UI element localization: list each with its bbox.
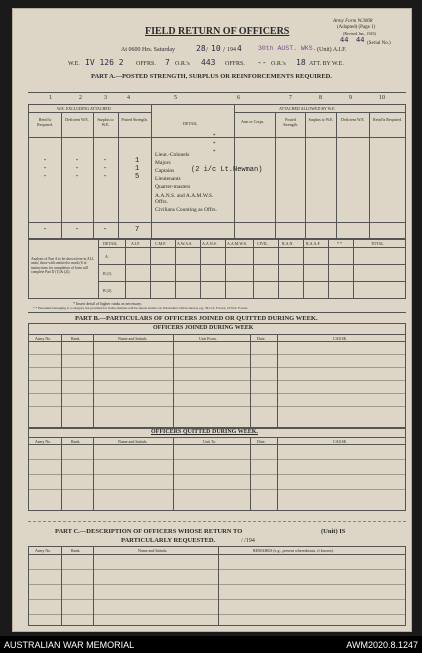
grid-rule [369, 112, 370, 239]
quitted-title: OFFICERS QUITTED DURING WEEK. [151, 429, 258, 435]
grid-rule [98, 264, 406, 265]
serial-number-2: 44 [356, 36, 365, 44]
grid-rule [28, 334, 406, 335]
grid-rule [28, 489, 406, 490]
total-c3: - [103, 226, 108, 234]
grid-rule [28, 474, 406, 475]
row3-c2: - [75, 173, 80, 181]
row2-c3: - [103, 165, 108, 173]
grid-rule [61, 112, 62, 239]
left-col-head-3: Surplus to W.E. [97, 117, 114, 127]
row3-c3: - [103, 173, 108, 181]
grid-rule [28, 584, 406, 585]
row1-c2: - [75, 157, 80, 165]
unit-stamp: 30th AUST. WKS. [258, 45, 317, 52]
col-num-10: 10 [379, 95, 385, 101]
ors-value: 443 [201, 58, 216, 67]
right-col-head-2: Posted Strength. [283, 117, 298, 127]
detail-heading: DETAIL. [183, 121, 199, 126]
col-num-6: 6 [237, 95, 240, 101]
grid-rule [275, 112, 276, 239]
analysis-col-aamws: A.A.M.W.S. [227, 241, 247, 246]
date-slash-2: / [223, 46, 225, 54]
grid-rule [28, 367, 406, 368]
row2-c2: - [75, 165, 80, 173]
analysis-col-civil: CIVIL. [257, 241, 269, 246]
rank-lieutenants: Lieutenants [155, 176, 181, 182]
grid-rule [250, 334, 251, 429]
analysis-row-a: A. [105, 254, 109, 259]
rank-civilians: Civilians Counting as Offrs. [155, 207, 217, 213]
offrs-label: OFFRS. [136, 61, 156, 67]
grid-rule [28, 554, 406, 555]
rank-majors: Majors [155, 160, 171, 166]
army-form-label: Army Form W.3008 [333, 19, 373, 24]
quitted-col-name: Name and Initials. [118, 439, 148, 444]
quitted-col-rank: Rank. [71, 439, 81, 444]
analysis-col-ran: R.A.N. [282, 241, 294, 246]
grid-rule [305, 112, 306, 239]
ors-label: O.R.'s [175, 61, 190, 67]
quitted-table [28, 427, 406, 511]
grid-rule [28, 437, 406, 438]
grid-rule [28, 393, 406, 394]
analysis-col-aif: A.I.F. [131, 241, 141, 246]
grid-rule [98, 281, 406, 282]
grid-rule [28, 137, 406, 138]
analysis-col-total: TOTAL [371, 241, 384, 246]
date-year-suffix: 4 [237, 44, 242, 53]
left-col-head-2: Deficient W.E. [65, 117, 89, 122]
col-num-9: 9 [349, 95, 352, 101]
form-page [12, 8, 412, 632]
col-num-1: 1 [49, 95, 52, 101]
part-c-dashed-rule [28, 521, 406, 522]
grid-rule [278, 239, 279, 299]
group-right-heading: ATTACHED ALLOWED BY W.E. [279, 106, 336, 111]
col-num-7: 7 [289, 95, 292, 101]
adapted-label: (Adapted) (Page 1) [337, 25, 376, 30]
total-c4: 7 [135, 226, 140, 234]
joined-col-cause: CAUSE. [333, 336, 348, 341]
grid-rule [28, 599, 406, 600]
right-col-head-1: Arm or Corps. [241, 119, 265, 124]
grid-rule [200, 239, 201, 299]
analysis-note: Analysis of Part A to be shown here in ALL units; those with omitted to mark (S of instructions for completion of form will complete Part D (1) & (2)). [31, 257, 94, 275]
serial-label: (Serial No.) [367, 41, 391, 46]
joined-col-army-no: Army No. [35, 336, 52, 341]
part-b-rule [28, 312, 406, 313]
grid-rule [28, 222, 406, 223]
grid-rule [93, 112, 94, 239]
analysis-col-detail: DETAIL. [103, 241, 119, 246]
analysis-col-cmf: C.M.F. [155, 241, 167, 246]
ors2-value: 18 [296, 58, 306, 67]
grid-rule [28, 354, 406, 355]
total-c1: - [43, 226, 48, 234]
rank-captains: Captains [155, 168, 175, 174]
grid-rule [28, 459, 406, 460]
quitted-col-army-no: Army No. [35, 439, 52, 444]
analysis-col-aans: A.A.N.S. [202, 241, 217, 246]
part-c-date: / /194 [241, 538, 255, 544]
joined-col-unit: Unit From. [199, 336, 217, 341]
right-col-head-4: Deficient W.E. [341, 117, 365, 122]
unit-label: (Unit) A.I.F. [317, 47, 347, 53]
part-c-title: PART C.—DESCRIPTION OF OFFICERS WHOSE RETURN TO [55, 528, 243, 535]
grid-rule [118, 112, 119, 239]
revised-label: (Revised Jan., 1943) [343, 31, 376, 36]
part-c-col-remarks: REMARKS (e.g., present whereabouts, if known). [253, 548, 334, 553]
footer-institution: AUSTRALIAN WAR MEMORIAL [4, 640, 135, 650]
grid-rule [28, 112, 151, 113]
grid-rule [328, 239, 329, 299]
we-value: IV 126 2 [85, 58, 124, 67]
grid-rule [28, 380, 406, 381]
col-num-8: 8 [319, 95, 322, 101]
asterisk-marks: * * * [213, 134, 216, 155]
captains-note: (2 i/c Lt.Newman) [191, 166, 263, 174]
joined-title: OFFICERS JOINED DURING WEEK [153, 325, 254, 331]
grid-rule [28, 569, 406, 570]
part-a-top-rule [28, 92, 406, 93]
offrs2-value: -- [257, 58, 267, 67]
grid-rule [336, 112, 337, 239]
row2-c1: - [43, 165, 48, 173]
row2-c4: 1 [135, 165, 140, 173]
date-month: 10 [211, 44, 221, 53]
analysis-row-b1: B (1) [103, 271, 112, 276]
at-hours-label: At 0600 Hrs. Saturday [121, 47, 175, 53]
grid-rule [28, 341, 406, 342]
grid-rule [28, 614, 406, 615]
row1-c4: 1 [135, 157, 140, 165]
grid-rule [125, 239, 126, 299]
grid-rule [353, 239, 354, 299]
analysis-col-other: * * [337, 241, 342, 246]
analysis-col-awas: A.W.A.S. [177, 241, 193, 246]
grid-rule [61, 334, 62, 429]
part-b-title: PART B.—PARTICULARS OF OFFICERS JOINED OR QUITTED DURING WEEK. [75, 315, 318, 322]
part-c-col-army-no: Army No. [35, 548, 52, 553]
analysis-col-raaf: R.A.A.F. [306, 241, 321, 246]
row1-c3: - [103, 157, 108, 165]
we-label: W.E. [68, 61, 80, 67]
left-col-head-1: Reinf'ts Required. [37, 117, 53, 127]
rank-aans: A.A.N.S. and A.A.M.W.S. Offrs. [155, 193, 214, 205]
row3-c1: - [43, 173, 48, 181]
joined-col-rank: Rank. [71, 336, 81, 341]
footnote-1: * Insert detail of higher ranks as necessary. [73, 301, 142, 306]
offrs-value: 7 [165, 58, 170, 67]
form-title: FIELD RETURN OF OFFICERS [145, 26, 290, 37]
right-col-head-5: Reinf'ts Required. [373, 117, 402, 122]
grid-rule [253, 239, 254, 299]
grid-rule [234, 112, 406, 113]
joined-table [28, 323, 406, 429]
col-num-2: 2 [79, 95, 82, 101]
grid-rule [28, 406, 406, 407]
group-left-heading: W.E. EXCLUDING ATTACHED [57, 106, 111, 111]
date-year-prefix: 194 [227, 47, 236, 53]
part-a-title: PART A.—POSTED STRENGTH, SURPLUS OR REINFORCEMENTS REQUIRED. [91, 73, 332, 80]
row3-c4: 5 [135, 173, 140, 181]
grid-rule [98, 239, 99, 299]
archive-footer [0, 636, 422, 653]
col-num-5: 5 [174, 95, 177, 101]
col-num-4: 4 [127, 95, 130, 101]
rank-quartermasters: Quarter-masters [155, 184, 191, 190]
part-c-col-rank: Rank. [71, 548, 81, 553]
footer-accession: AWM2020.8.1247 [346, 640, 418, 650]
grid-rule [303, 239, 304, 299]
date-slash-1: / [206, 46, 208, 54]
grid-rule [151, 104, 152, 239]
att-label: ATT. BY W.E. [309, 61, 344, 67]
total-c2: - [75, 226, 80, 234]
grid-rule [277, 334, 278, 429]
analysis-row-b2: B (2) [103, 288, 112, 293]
joined-col-name: Name and Initials. [118, 336, 148, 341]
ors2-label: O.R.'s [271, 61, 286, 67]
grid-rule [225, 239, 226, 299]
grid-rule [98, 247, 406, 248]
grid-rule [173, 334, 174, 429]
part-c-title-2: PARTICULARLY REQUESTED. [121, 537, 216, 544]
quitted-col-date: Date. [257, 439, 266, 444]
quitted-col-cause: CAUSE. [333, 439, 348, 444]
rank-lieut-colonels: Lieut.-Colonels [155, 152, 190, 158]
serial-number: 44 [340, 36, 349, 44]
part-c-col-name: Name and Initials. [138, 548, 168, 553]
grid-rule [175, 239, 176, 299]
row1-c1: - [43, 157, 48, 165]
right-col-head-3: Surplus to W.E. [308, 117, 334, 122]
grid-rule [150, 239, 151, 299]
footnote-2: * * Personnel belonging to a category not provided for in the analysis will be shown in this col. Particulars will be shown, e.g. 36 U.S. Forces; 10 N.Z. Forces. [33, 306, 249, 310]
quitted-col-unit: Unit To. [203, 439, 217, 444]
date-day: 28 [196, 44, 206, 53]
grid-rule [28, 444, 406, 445]
joined-col-date: Date. [257, 336, 266, 341]
grid-rule [93, 334, 94, 429]
offrs2-label: OFFRS. [225, 61, 245, 67]
left-col-head-4: Posted Strength. [121, 117, 148, 122]
col-num-3: 3 [104, 95, 107, 101]
part-c-title-unit: (Unit) IS [321, 528, 346, 535]
